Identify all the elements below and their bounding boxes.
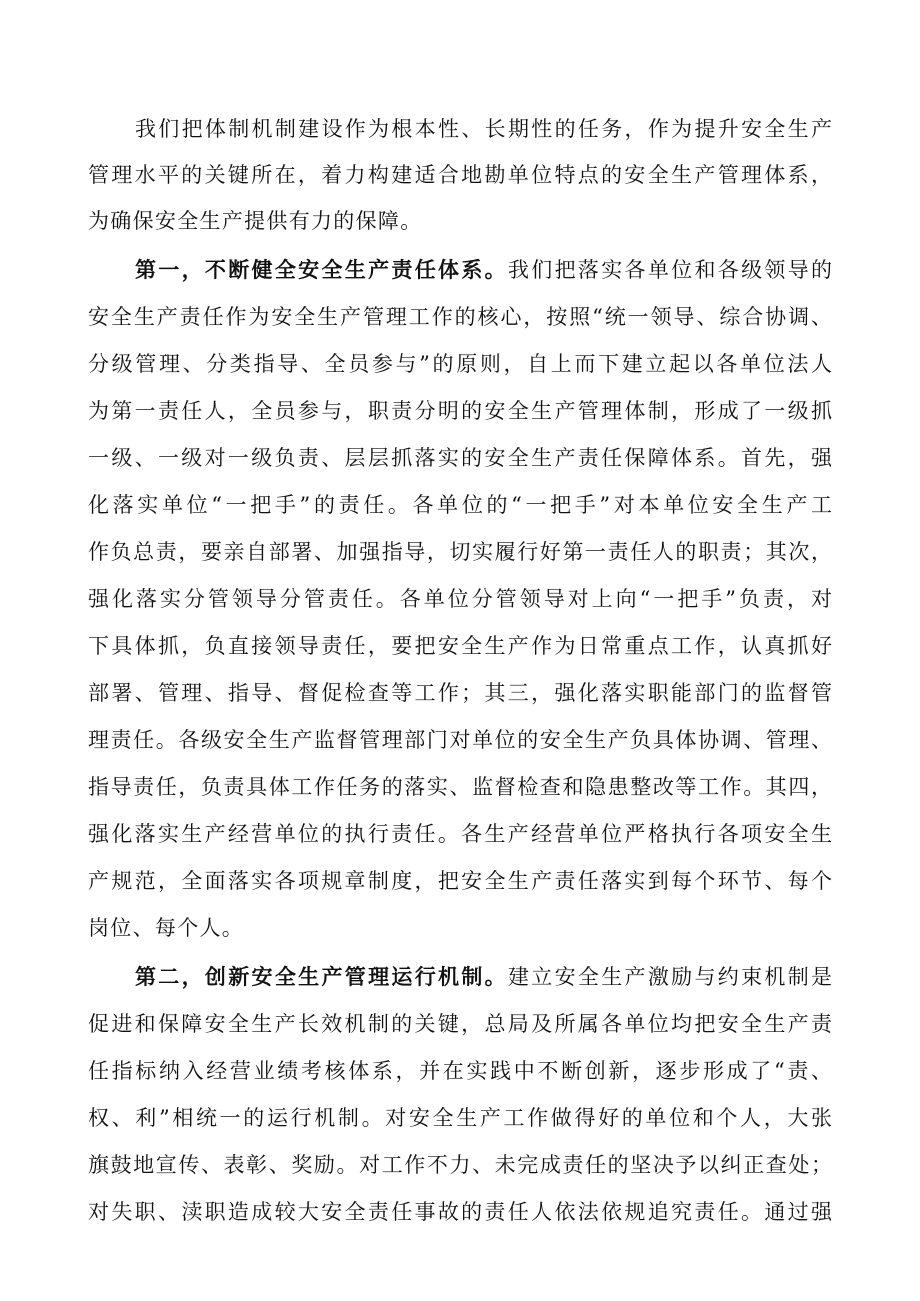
- body-text-line: 安全生产责任作为安全生产管理工作的核心，按照“统一领导、综合协调、: [88, 305, 832, 329]
- body-text-line: 强化落实分管领导分管责任。各单位分管领导对上向“一把手”负责，对: [88, 587, 832, 611]
- section-heading: 第一，不断健全安全生产责任体系。: [135, 257, 508, 282]
- body-text-line: 旗鼓地宣传、表彰、奖励。对工作不力、未完成责任的坚决予以纠正查处；: [88, 1153, 832, 1177]
- body-text: 我们把落实各单位和各级领导的: [507, 258, 832, 282]
- body-text-line: 权、利”相统一的运行机制。对安全生产工作做得好的单位和个人，大张: [88, 1106, 832, 1130]
- body-text-line: 岗位、每个人。: [88, 916, 245, 940]
- section-heading: 第二，创新安全生产管理运行机制。: [135, 964, 508, 989]
- body-text-line: 为第一责任人，全员参与，职责分明的安全生产管理体制，形成了一级抓: [88, 399, 832, 423]
- body-text-line: 任指标纳入经营业绩考核体系，并在实践中不断创新，逐步形成了“责、: [88, 1059, 832, 1083]
- body-text-line: 理责任。各级安全生产监督管理部门对单位的安全生产负具体协调、管理、: [88, 728, 832, 752]
- body-text-line: 化落实单位“一把手”的责任。各单位的“一把手”对本单位安全生产工: [88, 493, 832, 517]
- body-text-line: 强化落实生产经营单位的执行责任。各生产经营单位严格执行各项安全生: [88, 822, 832, 846]
- body-text-line: 作负总责，要亲自部署、加强指导，切实履行好第一责任人的职责；其次，: [88, 540, 832, 564]
- body-text: 建立安全生产激励与约束机制是: [507, 965, 832, 989]
- body-text-line: 我们把体制机制建设作为根本性、长期性的任务，作为提升安全生产: [135, 117, 832, 141]
- paragraph-first-line: [135, 247, 832, 293]
- body-text-line: 管理水平的关键所在，着力构建适合地勘单位特点的安全生产管理体系，: [88, 163, 832, 187]
- body-text-line: 下具体抓，负直接领导责任，要把安全生产作为日常重点工作，认真抓好: [88, 634, 832, 658]
- body-text-line: 指导责任，负责具体工作任务的落实、监督检查和隐患整改等工作。其四，: [88, 775, 832, 799]
- body-text-line: 分级管理、分类指导、全员参与”的原则，自上而下建立起以各单位法人: [88, 352, 832, 376]
- body-text-line: 为确保安全生产提供有力的保障。: [88, 209, 423, 233]
- body-text-line: 产规范，全面落实各项规章制度，把安全生产责任落实到每个环节、每个: [88, 869, 832, 893]
- body-text-line: 促进和保障安全生产长效机制的关键，总局及所属各单位均把安全生产责: [88, 1012, 832, 1036]
- body-text-line: 对失职、渎职造成较大安全责任事故的责任人依法依规追究责任。通过强: [88, 1200, 832, 1224]
- body-text-line: 一级、一级对一级负责、层层抓落实的安全生产责任保障体系。首先，强: [88, 446, 832, 470]
- body-text-line: 部署、管理、指导、督促检查等工作；其三，强化落实职能部门的监督管: [88, 681, 832, 705]
- paragraph-first-line: [135, 954, 832, 1000]
